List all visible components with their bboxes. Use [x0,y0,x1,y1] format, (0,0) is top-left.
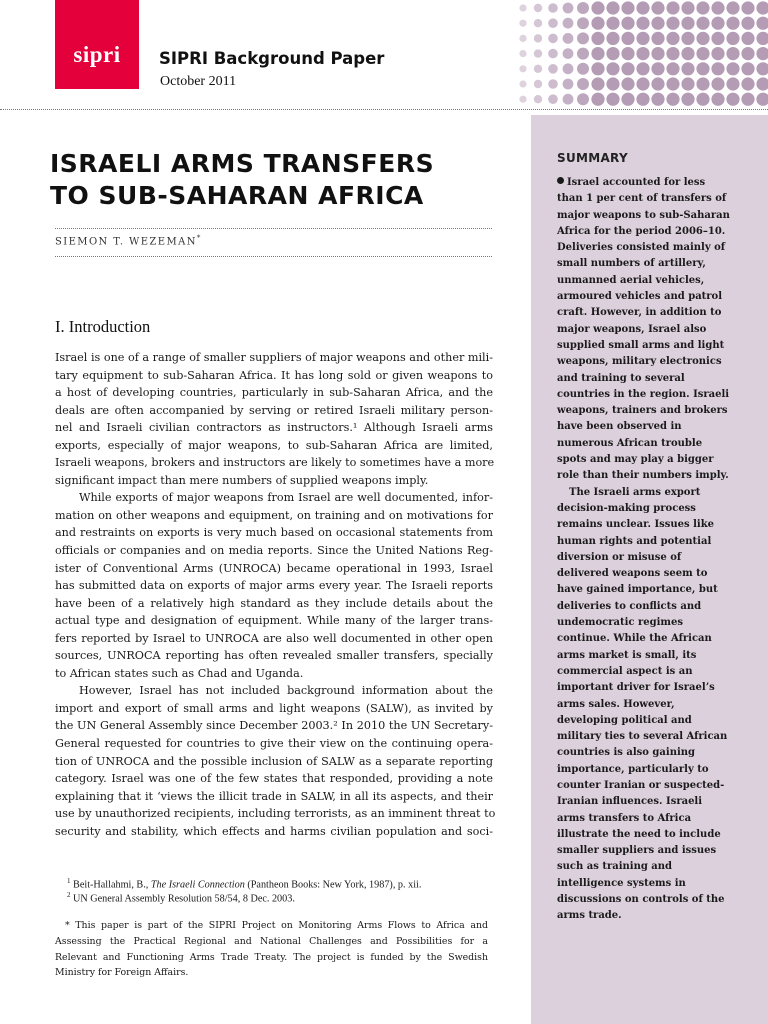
pattern-dot [741,93,754,106]
pattern-dot [548,49,558,59]
pattern-dot [534,65,542,73]
body-line: the UN General Assembly since December 2003.² In 2010 the UN Secretary- [55,719,493,733]
pattern-dot [621,93,634,106]
pattern-dot [756,93,768,106]
pattern-dot [563,33,574,44]
pattern-dot [636,32,649,45]
logo-text: sipri [73,42,121,67]
pattern-dot [711,62,724,75]
body-line: security and stability, which effects and harms civilian population and soci- [55,824,493,838]
pattern-dot [591,47,604,60]
pattern-dot [577,32,589,44]
pattern-dot [577,2,589,14]
sipri-logo [55,0,139,89]
body-line: nel and Israeli civilian contractors as instructors.¹ Although Israeli arms [55,421,493,435]
pattern-dot [741,47,754,60]
footnote-1-pre: Beit-Hallahmi, B., [70,879,151,891]
pattern-dot [563,79,574,90]
pattern-dot [563,48,574,59]
title-rule-bottom [55,256,492,257]
author-marker: * [196,234,202,242]
pattern-dot [591,62,604,75]
pattern-dot [651,1,664,14]
pattern-dot [696,32,709,45]
pattern-dot [756,32,768,45]
pattern-dot [726,32,739,45]
pattern-dot [741,77,754,90]
summary-paragraph-1-text: Israel accounted for less than 1 per cent of transfers of major weapons to sub-Saharan Africa for the period 2006–10. Deliveries consisted mainly of small numbers of artillery, unmanned aerial vehicles, armoured vehicles and patrol craft. However, in addition to major weapons, Israel also supplied small arms and light weapons, military electronics and training to several countries in the region. Israeli weapons, trainers and brokers have been observed in numerous African trouble spots and may play a bigger role than their numbers imply. [557,177,730,482]
pattern-dot [756,47,768,60]
project-note [55,918,488,981]
pattern-dot [696,47,709,60]
pattern-dot [666,32,679,45]
pattern-dot [651,47,664,60]
pattern-dot [548,79,558,89]
body-line: ister of Conventional Arms (UNROCA) became operational in 1993, Israel [55,561,493,575]
body-line: import and export of small arms and light weapons (SALW), as invited by [55,701,493,715]
pattern-dot [563,63,574,74]
pattern-dot [681,93,694,106]
pattern-dot [519,4,526,11]
pattern-dot [636,93,649,106]
pattern-dot [636,62,649,75]
body-line: sources, UNROCA reporting has often revealed smaller transfers, specially [55,649,493,663]
pattern-dot [621,62,634,75]
summary-heading: SUMMARY [557,151,628,165]
pattern-dot [519,80,526,87]
pattern-dot [741,62,754,75]
page-title [50,148,510,212]
pattern-dot [666,1,679,14]
pattern-dot [696,77,709,90]
pattern-dot [591,77,604,90]
pattern-dot [651,32,664,45]
pattern-dot [519,50,526,57]
footnote-2-number: 2 [67,891,71,899]
body-line: deals are often accompanied by serving or retired Israeli military person- [55,403,493,417]
pattern-dot [577,93,589,105]
pattern-dot [681,32,694,45]
body-line: explaining that it ‘views the illicit trade in SALW, in all its aspects, and their [55,789,493,803]
pattern-dot [681,47,694,60]
pattern-dot [519,35,526,42]
pattern-dot [711,77,724,90]
body-line: General requested for countries to give their view on the continuing opera- [55,737,493,751]
header-divider [0,109,768,110]
pattern-dot [577,78,589,90]
pattern-dot [591,32,604,45]
pattern-dot [681,17,694,30]
body-line: fers reported by Israel to UNROCA are also well documented in other open [55,631,493,645]
pattern-dot [621,77,634,90]
pattern-dot [534,34,542,42]
pattern-dot [548,64,558,74]
pattern-dot [726,77,739,90]
body-line: Israeli weapons, brokers and instructors are likely to sometimes have a more [55,456,495,470]
pattern-dot [651,77,664,90]
pattern-dot [534,49,542,57]
body-line: tion of UNROCA and the possible inclusion of SALW as a separate reporting [55,754,493,768]
footnote-1 [67,877,421,890]
pattern-dot [681,1,694,14]
series-title: SIPRI Background Paper [159,49,385,68]
footnote-1-title: The Israeli Connection [150,879,245,891]
pattern-dot [519,96,526,103]
pattern-dot [548,94,558,104]
publication-date: October 2011 [160,74,237,89]
pattern-dot [711,32,724,45]
project-note-line: * This paper is part of the SIPRI Project on Monitoring Arms Flows to Africa and [65,920,488,931]
pattern-dot [696,93,709,106]
pattern-dot [621,17,634,30]
pattern-dot [726,93,739,106]
body-line: significant impact than mere numbers of supplied weapons imply. [55,473,429,487]
body-line: exports, especially of major weapons, to sub-Saharan Africa are limited, [55,438,493,452]
pattern-dot [577,17,589,29]
pattern-dot [651,93,664,106]
body-line: and restraints on exports is very much based on occasional statements from [55,526,493,540]
pattern-dot [636,1,649,14]
body-line: to African states such as Chad and Uganda. [55,666,304,680]
pattern-dot [621,47,634,60]
body-line: actual type and designation of equipment. While many of the larger trans- [55,614,493,628]
pattern-dot [519,20,526,27]
footnote-1-number: 1 [67,877,71,885]
pattern-dot [651,17,664,30]
pattern-dot [519,65,526,72]
pattern-dot [606,47,619,60]
pattern-dot [591,1,604,14]
bullet-icon [557,177,564,184]
pattern-dot [756,1,768,14]
pattern-dot [666,47,679,60]
pattern-dot [711,93,724,106]
pattern-dot [666,17,679,30]
body-line: category. Israel was one of the few states that responded, providing a note [55,772,493,786]
pattern-dot [591,93,604,106]
pattern-dot [548,18,558,28]
pattern-dot [621,1,634,14]
footnote-1-post: (Pantheon Books: New York, 1987), p. xii. [244,879,422,891]
pattern-dot [711,1,724,14]
pattern-dot [696,17,709,30]
body-line: officials or companies and on media reports. Since the United Nations Reg- [55,544,493,558]
summary-body [557,175,732,925]
summary-paragraph-1 [557,175,732,485]
pattern-dot [756,77,768,90]
pattern-dot [591,17,604,30]
pattern-dot [711,47,724,60]
pattern-dot [726,62,739,75]
pattern-dot [606,62,619,75]
pattern-dot [711,17,724,30]
pattern-dot [741,1,754,14]
pattern-dot [606,77,619,90]
pattern-dot [756,17,768,30]
pattern-dot [577,48,589,60]
pattern-dot [577,63,589,75]
pattern-dot [741,32,754,45]
title-line-1: ISRAELI ARMS TRANSFERS [50,149,435,178]
pattern-dot [563,18,574,29]
pattern-dot [534,19,542,27]
pattern-dot [636,47,649,60]
body-line: While exports of major weapons from Israel are well documented, infor- [79,491,493,505]
pattern-dot [726,47,739,60]
pattern-dot [651,62,664,75]
author-byline [55,234,202,247]
body-line: However, Israel has not included background information about the [79,684,493,698]
body-line: has submitted data on exports of major arms every year. The Israeli reports [55,579,493,593]
section-heading: I. Introduction [55,317,151,336]
pattern-dot [666,93,679,106]
pattern-dot [534,95,542,103]
body-line: tary equipment to sub-Saharan Africa. It has long sold or given weapons to [55,368,493,382]
pattern-dot [534,80,542,88]
title-rule-top [55,228,492,229]
pattern-dot [726,17,739,30]
pattern-dot [548,34,558,44]
pattern-dot [636,77,649,90]
pattern-dot [756,62,768,75]
body-text [55,349,496,840]
body-line: mation on other weapons and equipment, on training and on motivations for [55,508,493,522]
pattern-dot [681,77,694,90]
pattern-dot [621,32,634,45]
project-note-line: Ministry for Foreign Affairs. [55,967,189,979]
pattern-dot [548,3,558,13]
dot-pattern-decoration [514,0,768,110]
pattern-dot [696,62,709,75]
body-line: use by unauthorized recipients, including terrorists, as an imminent threat to [55,807,496,821]
summary-paragraph-2: The Israeli arms export decision-making process remains unclear. Issues like human rights and potential diversion or misuse of delivered weapons seem to have gained importance, but deliveries to conflicts and undemocratic regimes continue. While the African arms market is small, its commercial aspect is an important driver for Israel’s arms sales. However, developing political and military ties to several African countries is also gaining importance, particularly to counter Iranian or suspected-Iranian influences. Israeli arms transfers to Africa illustrate the need to include smaller suppliers and issues such as training and intelligence systems in discussions on controls of the arms trade. [557,486,728,922]
body-line: have been of a relatively high standard as they include details about the [55,596,493,610]
pattern-dot [606,93,619,106]
footnote-2 [67,891,295,904]
body-line: Israel is one of a range of smaller suppliers of major weapons and other mili- [55,351,493,364]
pattern-dot [563,94,574,105]
pattern-dot [606,17,619,30]
pattern-dot [563,3,574,14]
pattern-dot [606,32,619,45]
project-note-line: Assessing the Practical Regional and National Challenges and Possibilities for a [55,935,488,947]
pattern-dot [666,62,679,75]
pattern-dot [666,77,679,90]
footnote-2-text: UN General Assembly Resolution 58/54, 8 Dec. 2003. [70,893,295,905]
pattern-dot [741,17,754,30]
author-name: SIEMON T. WEZEMAN [55,236,197,248]
project-note-line: Relevant and Functioning Arms Trade Treaty. The project is funded by the Swedish [55,951,488,963]
pattern-dot [696,1,709,14]
pattern-dot [681,62,694,75]
pattern-dot [636,17,649,30]
pattern-dot [726,1,739,14]
pattern-dot [606,1,619,14]
pattern-dot [534,4,542,12]
title-line-2: TO SUB-SAHARAN AFRICA [50,181,424,210]
body-line: a host of developing countries, particularly in sub-Saharan Africa, and the [55,386,493,400]
